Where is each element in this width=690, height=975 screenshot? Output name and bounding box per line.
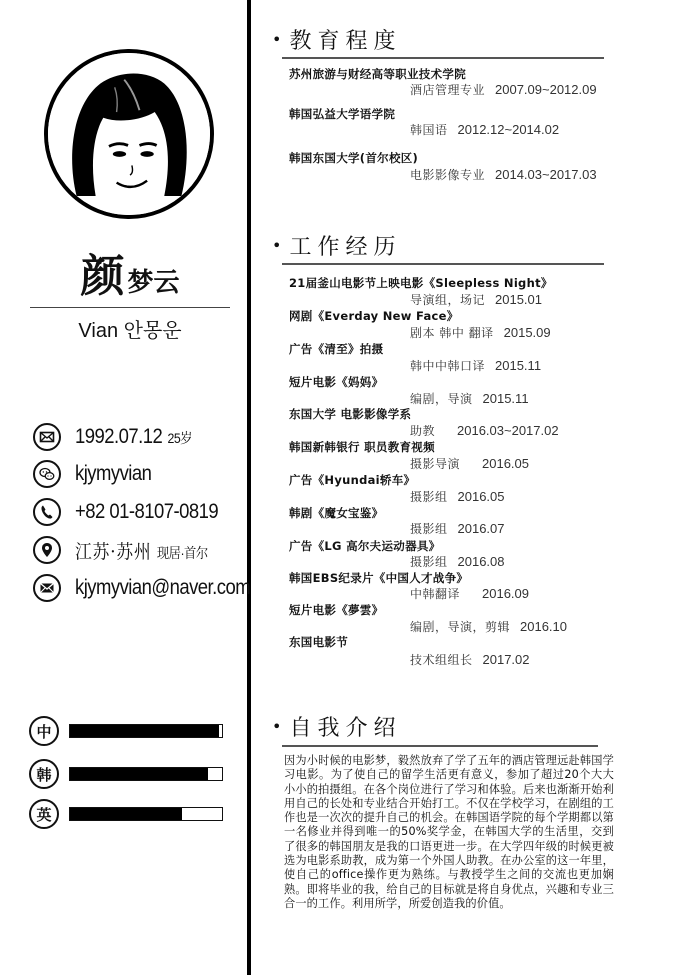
work-detail: 技术组组长 2017.02 [410,652,530,667]
work-detail: 摄影组 2016.05 [410,489,505,504]
alias-name: Vian 안몽운 [78,320,182,342]
work-detail: 编剧，导演，剪辑 2016.10 [410,619,568,634]
age-text: 25岁 [167,430,192,446]
work-project: 东国大学 电影影像学系 [289,407,412,421]
work-project: 短片电影《夢雲》 [289,603,384,617]
work-detail: 摄影导演 2016.05 [410,456,530,471]
english-level-fill [70,808,182,820]
envelope-icon [33,423,61,451]
work-detail: 摄影组 2016.08 [410,554,505,569]
wechat-id[interactable]: kjymyvian [75,462,152,485]
work-project: 韩国EBS纪录片《中国人才战争》 [289,571,469,585]
work-detail: 编剧，导演 2015.11 [410,391,529,406]
work-detail: 导演组，场记 2015.01 [410,292,543,307]
phone-number[interactable]: +82 01-8107-0819 [75,500,219,523]
email-address[interactable]: kjymyvian@naver.com [75,576,251,599]
education-rule [282,57,604,59]
chinese-level-bar [69,724,223,738]
language-english [29,799,229,829]
work-detail: 摄影组 2016.07 [410,521,505,536]
work-detail: 中韩翻译 2016.09 [410,586,530,601]
work-project: 广告《清至》拍摄 [289,342,384,356]
work-project: 韩国新韩银行 职员教育视频 [289,440,435,454]
hometown-text: 江苏·苏州 [75,540,152,563]
location-pin-icon [33,536,61,564]
education-detail: 酒店管理专业 2007.09~2012.09 [410,82,597,97]
name-divider [30,307,230,308]
education-detail: 韩国语 2012.12~2014.02 [410,122,560,137]
avatar [44,49,214,219]
work-detail: 剧本 韩中 翻译 2015.09 [410,325,551,340]
residence-text: 现居·首尔 [156,544,208,561]
surname: 颜 [80,251,124,302]
chinese-level-fill [70,725,219,737]
education-heading: • 教育程度 [272,29,402,54]
contact-wechat [33,459,253,489]
work-project: 韩剧《魔女宝鉴》 [289,506,384,520]
work-project: 网剧《Everday New Face》 [289,309,459,323]
work-detail: 助教 2016.03~2017.02 [410,423,559,438]
portrait-icon [48,53,210,215]
language-chinese [29,716,229,746]
mail-icon [33,574,61,602]
birthday-text: 1992.07.12 [75,425,163,448]
contact-birthday [33,422,253,452]
english-level-bar [69,807,223,821]
work-detail: 韩中中韩口译 2015.11 [410,358,542,373]
contact-location [33,535,253,565]
korean-level-fill [70,768,208,780]
education-school: 韩国东国大学(首尔校区) [289,151,419,165]
language-korean [29,759,229,789]
wechat-icon [33,460,61,488]
chinese-badge: 中 [29,716,59,746]
korean-level-bar [69,767,223,781]
work-project: 东国电影节 [289,635,348,649]
name-block [30,240,230,304]
korean-badge: 韩 [29,759,59,789]
contact-phone [33,497,253,527]
about-text: 因为小时候的电影梦，毅然放弃了学了五年的酒店管理远赴韩国学习电影。为了使自己的留学生活更有意义，参加了超过20个大大小小的拍摄组。在各个岗位进行了学习和体验。后来也渐渐开始利用自己的长处和专业结合开始打工。不仅在学校学习，在剧组的工作也是一次次的提升自己的机会。在韩国语学院的每个学期都以第一名修业并得到唯一的50%奖学金，在韩国大学的生活里，交到了很多的韩国朋友是我的口语更进一步。在大学四年级的时候更被选为电影系助教，成为第一个外国人助教。在办公室的这一年里，使自己的office操作更为熟练。与教授学生之间的交流也更加娴熟。即将毕业的我，给自己的目标就是将自身优点，兴趣和专业三合一的工作。利用所学，所爱创造我的价值。 [284,754,614,910]
phone-icon [33,498,61,526]
work-rule [282,263,604,265]
work-project: 广告《Hyundai轿车》 [289,473,416,487]
work-heading: • 工作经历 [272,235,402,260]
given-name: 梦云 [127,268,180,298]
education-detail: 电影影像专业 2014.03~2017.03 [410,167,597,182]
english-badge: 英 [29,799,59,829]
education-school: 苏州旅游与财经高等职业技术学院 [289,67,466,81]
work-project: 广告《LG 高尔夫运动器具》 [289,539,441,553]
contact-email [33,573,253,603]
work-project: 21届釜山电影节上映电影《Sleepless Night》 [289,276,553,290]
work-project: 短片电影《妈妈》 [289,375,384,389]
education-school: 韩国弘益大学语学院 [289,107,396,121]
about-heading: • 自我介绍 [272,716,402,741]
about-rule [282,745,598,747]
